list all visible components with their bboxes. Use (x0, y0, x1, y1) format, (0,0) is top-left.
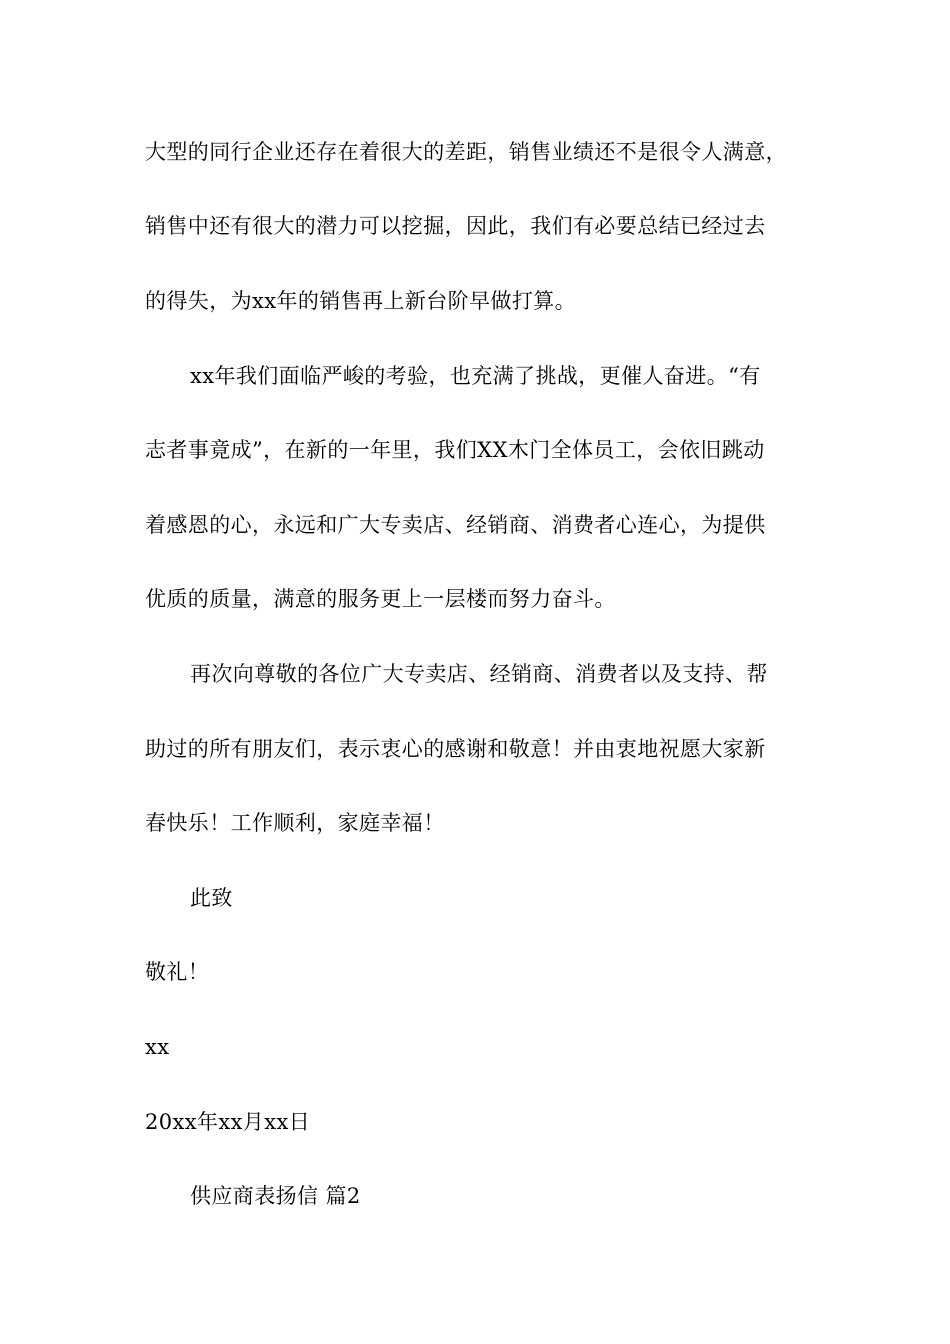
signature: xx (145, 1035, 170, 1059)
section-title: 供应商表扬信 篇2 (190, 1184, 361, 1208)
body-text-line: 大型的同行企业还存在着很大的差距，销售业绩还不是很令人满意， (145, 140, 787, 164)
body-text-line: 销售中还有很大的潜力可以挖掘，因此，我们有必要总结已经过去 (145, 214, 766, 238)
body-text-line: 再次向尊敬的各位广大专卖店、经销商、消费者以及支持、帮 (190, 662, 768, 686)
body-text-line: 着感恩的心，永远和广大专卖店、经销商、消费者心连心，为提供 (145, 513, 766, 537)
letter-date: 20xx年xx月xx日 (145, 1110, 311, 1134)
closing-salutation: 此致 (190, 886, 233, 910)
body-text-line: 志者事竟成”，在新的一年里，我们XX木门全体员工，会依旧跳动 (145, 438, 765, 462)
body-text-line: xx年我们面临严峻的考验，也充满了挑战，更催人奋进。“有 (190, 364, 761, 388)
body-text-line: 优质的质量，满意的服务更上一层楼而努力奋斗。 (145, 587, 616, 611)
body-text-line: 助过的所有朋友们，表示衷心的感谢和敬意！并由衷地祝愿大家新 (145, 737, 766, 761)
closing-regards: 敬礼！ (145, 960, 210, 984)
body-text-line: 春快乐！工作顺利，家庭幸福！ (145, 811, 445, 835)
body-text-line: 的得失，为xx年的销售再上新台阶早做打算。 (145, 289, 577, 313)
